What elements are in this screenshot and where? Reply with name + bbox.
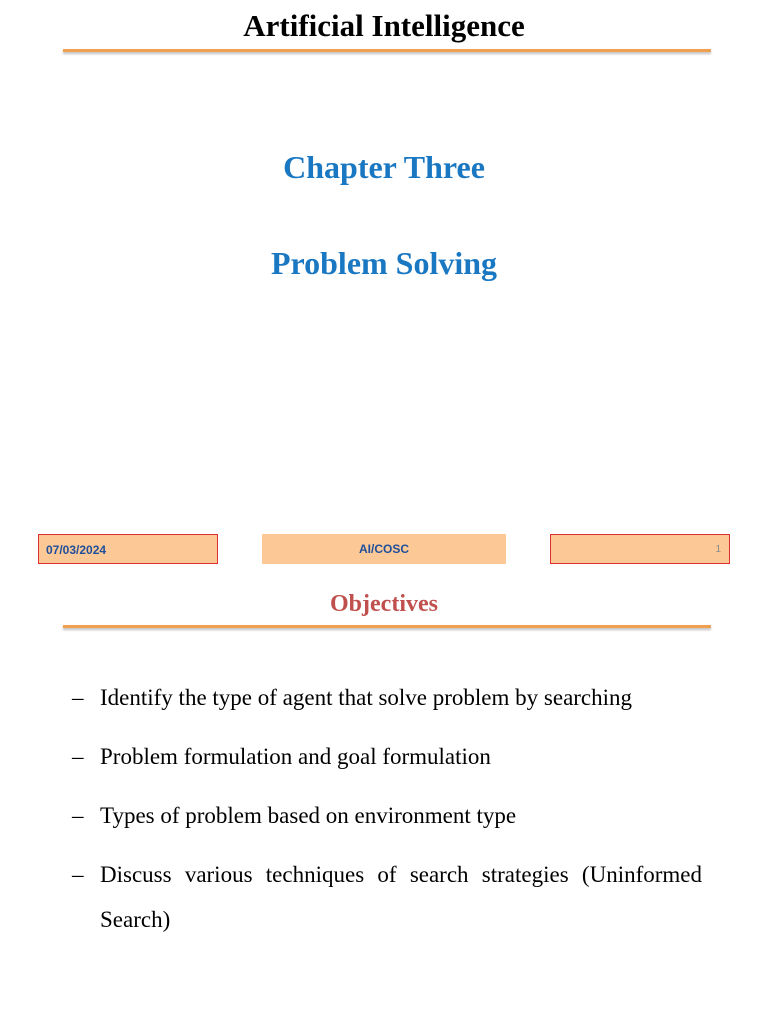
chapter-topic: Problem Solving	[270, 245, 498, 281]
objective-text: Identify the type of agent that solve problem by searching	[100, 685, 633, 710]
objective-text: Problem formulation and goal formulation	[100, 744, 491, 769]
slide-2	[0, 580, 768, 1024]
footer-date: 07/03/2024	[38, 534, 218, 564]
footer-course: AI/COSC	[262, 534, 506, 564]
chapter-heading: Chapter Three	[283, 149, 485, 185]
objectives-title: Objectives	[330, 591, 438, 617]
objective-text: Discuss various techniques of search strategies (Uninformed Search)	[100, 862, 702, 932]
dash-bullet-icon: –	[72, 685, 84, 710]
dash-bullet-icon: –	[72, 862, 84, 887]
list-item	[72, 675, 702, 720]
title-underline	[63, 49, 711, 52]
list-item	[72, 793, 702, 838]
dash-bullet-icon: –	[72, 803, 84, 828]
footer-page-number: 1	[550, 534, 730, 564]
objective-text: Types of problem based on environment type	[100, 803, 517, 828]
slide-title: Artificial Intelligence	[243, 8, 525, 43]
objectives-list	[72, 675, 702, 956]
list-item	[72, 734, 702, 779]
dash-bullet-icon: –	[72, 744, 84, 769]
list-item	[72, 852, 702, 942]
title-underline	[63, 625, 711, 628]
